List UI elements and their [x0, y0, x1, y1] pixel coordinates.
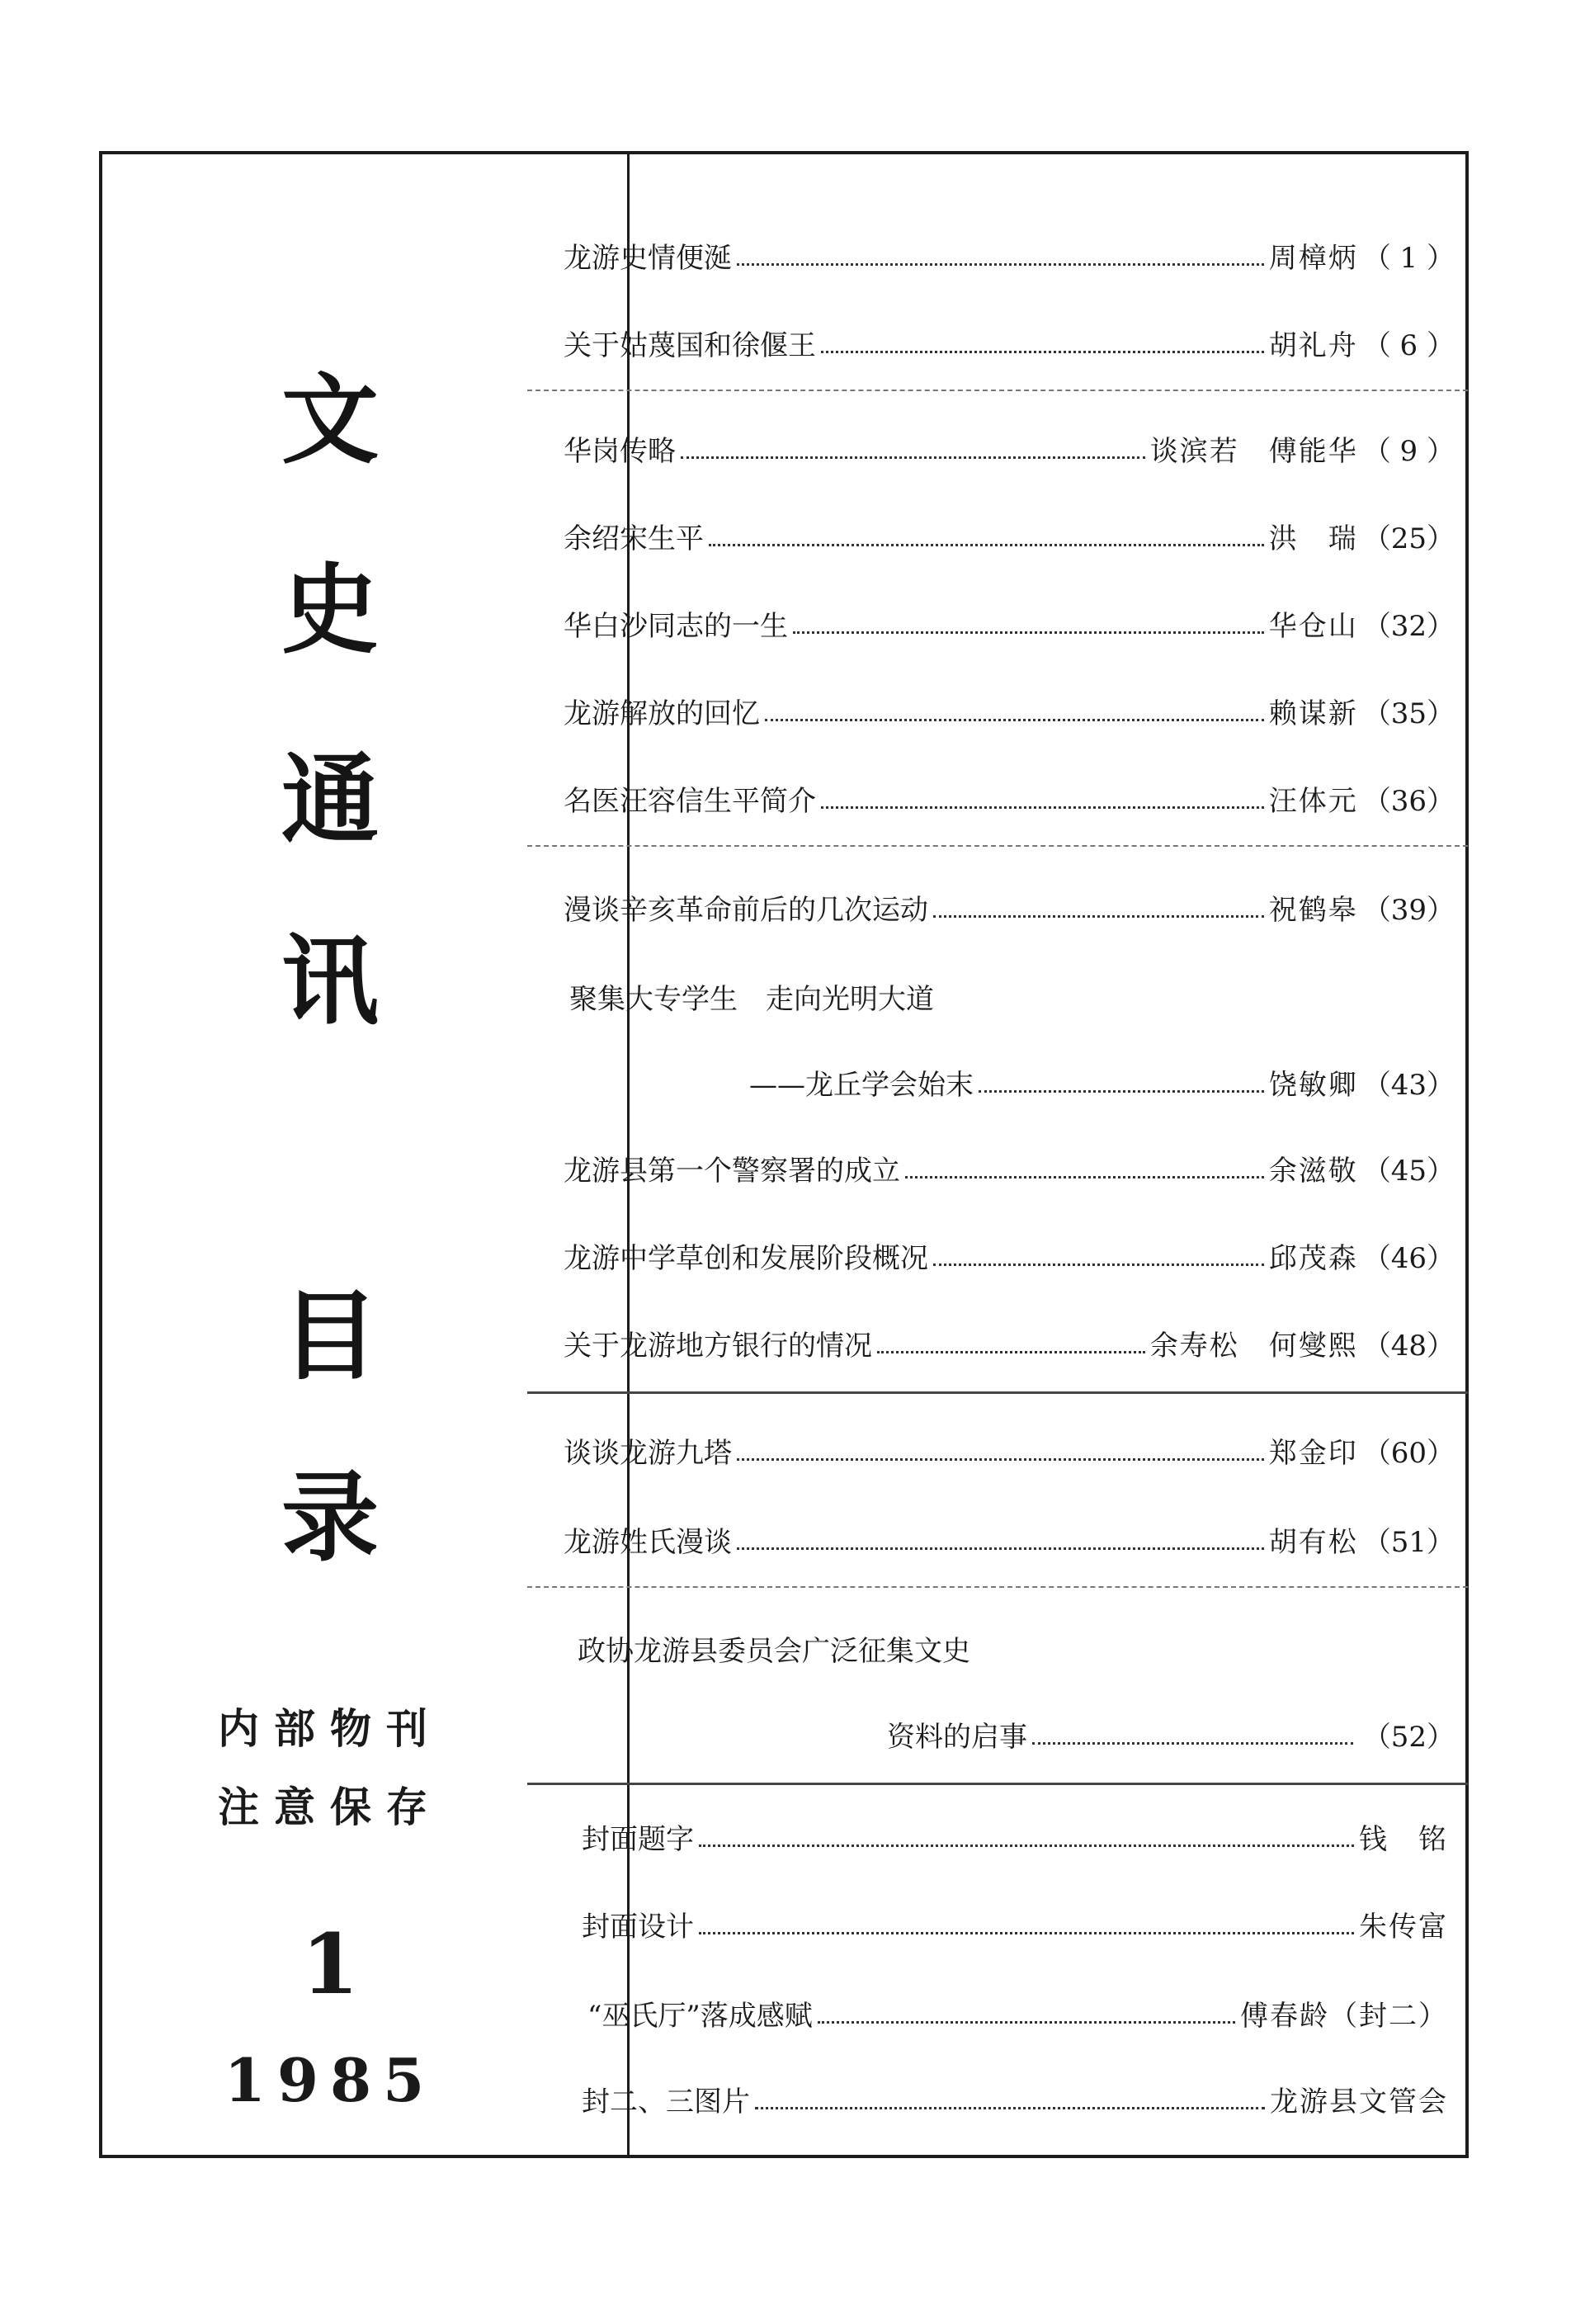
toc-title: 封面题字 [582, 1823, 694, 1856]
toc-author: 郑金印 [1268, 1437, 1358, 1470]
toc-page: （ 6 ） [1362, 329, 1455, 362]
toc-title: 龙游解放的回忆 [564, 697, 760, 730]
toc-entry [564, 229, 1455, 275]
toc-page: （48） [1362, 1330, 1455, 1363]
toc-title: 名医汪容信生平简介 [564, 785, 816, 818]
leader-dots [681, 456, 1145, 459]
toc-author: 余寿松 何燮熙 [1149, 1330, 1358, 1363]
section-separator [527, 390, 1468, 391]
toc-title: 谈谈龙游九塔 [564, 1437, 732, 1470]
toc-heading-char-2: 录 [281, 1460, 379, 1575]
toc-author: 洪 瑞 [1268, 522, 1358, 555]
leader-dots [979, 1090, 1264, 1093]
section-separator [527, 845, 1468, 847]
toc-title: 余绍宋生平 [564, 522, 704, 555]
toc-page: （39） [1362, 894, 1455, 927]
issue-year: 1985 [224, 2045, 436, 2115]
toc-entry [564, 598, 1455, 643]
toc-author: 傅春龄（封二） [1240, 2000, 1448, 2033]
toc-entry [564, 1317, 1455, 1363]
leader-dots [737, 1458, 1264, 1461]
toc-title: 关于姑蔑国和徐偃王 [564, 329, 816, 362]
toc-entry [564, 1514, 1455, 1559]
issue-number: 1 [301, 1915, 359, 2013]
toc-page: （25） [1362, 522, 1455, 555]
toc-page: （ 1 ） [1362, 242, 1455, 275]
toc-author: 周樟炳 [1268, 242, 1358, 275]
toc-title: 华白沙同志的一生 [564, 610, 788, 643]
toc-author: 龙游县文管会 [1270, 2085, 1448, 2119]
leader-dots [933, 1264, 1264, 1266]
toc-page: （43） [1362, 1069, 1455, 1102]
leader-dots [755, 2107, 1265, 2109]
toc-author: 赖谋新 [1268, 697, 1358, 730]
toc-entry [564, 685, 1455, 728]
section-separator [527, 1586, 1468, 1588]
toc-author: 钱 铭 [1359, 1823, 1448, 1856]
toc-author: 华仓山 [1268, 610, 1358, 643]
section-separator [527, 1391, 1468, 1394]
notice-line-2: 注意保存 [218, 1783, 442, 1831]
toc-title: “巫氏厅”落成感赋 [587, 2000, 813, 2033]
toc-page: （35） [1362, 697, 1455, 730]
toc-heading-char-1: 目 [281, 1278, 379, 1393]
leader-dots [905, 1176, 1264, 1179]
toc-title: 龙游史情便涎 [564, 242, 732, 275]
toc-page: （32） [1362, 610, 1455, 643]
toc-title: 龙游中学草创和发展阶段概况 [564, 1242, 928, 1275]
leader-dots [699, 1932, 1354, 1934]
toc-entry [749, 1056, 1455, 1102]
toc-entry [564, 1142, 1455, 1188]
toc-author: 汪体元 [1268, 785, 1358, 818]
toc-title: 龙游县第一个警察署的成立 [564, 1155, 900, 1188]
toc-entry [564, 1424, 1455, 1470]
toc-page: （36） [1362, 785, 1455, 818]
toc-author: 胡礼舟 [1268, 329, 1358, 362]
toc-page: （ 9 ） [1362, 435, 1455, 468]
toc-entry [582, 1811, 1448, 1854]
toc-title: 封面设计 [582, 1911, 694, 1944]
toc-title: 封二、三图片 [582, 2085, 750, 2119]
title-char-4: 讯 [281, 923, 379, 1038]
leader-dots [821, 351, 1264, 353]
toc-entry [564, 881, 1455, 927]
toc-author: 饶敏卿 [1268, 1069, 1358, 1102]
toc-entry [564, 1230, 1455, 1273]
toc-author: 谈滨若 傅能华 [1149, 435, 1358, 468]
toc-title: 漫谈辛亥革命前后的几次运动 [564, 894, 928, 927]
toc-author: 余滋敬 [1268, 1155, 1358, 1188]
leader-dots [709, 544, 1264, 546]
toc-author: 胡有松 [1268, 1526, 1358, 1559]
toc-entry [564, 423, 1455, 468]
title-char-3: 通 [281, 742, 379, 857]
toc-entry [582, 1898, 1448, 1944]
toc-page: （60） [1362, 1437, 1455, 1470]
toc-entry [564, 772, 1455, 818]
leader-dots [737, 1547, 1264, 1550]
leader-dots [1032, 1742, 1353, 1745]
toc-entry [564, 317, 1455, 360]
leader-dots [818, 2021, 1235, 2024]
toc-title: 龙游姓氏漫谈 [564, 1526, 732, 1559]
toc-author: 邱茂森 [1268, 1242, 1358, 1275]
toc-author: 朱传富 [1359, 1911, 1448, 1944]
toc-entry [564, 510, 1455, 553]
toc-title-line1: 聚集大专学生 走向光明大道 [569, 983, 934, 1016]
leader-dots [793, 631, 1264, 634]
toc-title: 华岗传略 [564, 435, 676, 468]
toc-page: （46） [1362, 1242, 1455, 1275]
toc-title: 资料的启事 [887, 1721, 1027, 1754]
toc-title: 关于龙游地方银行的情况 [564, 1330, 872, 1363]
leader-dots [699, 1845, 1354, 1847]
toc-page: （52） [1362, 1721, 1455, 1754]
toc-entry [587, 1987, 1448, 2033]
toc-title-line1: 政协龙游县委员会广泛征集文史 [578, 1635, 970, 1668]
leader-dots [821, 806, 1264, 809]
section-separator [527, 1783, 1468, 1785]
leader-dots [737, 263, 1264, 266]
toc-author: 祝鹤皋 [1268, 894, 1358, 927]
title-char-2: 史 [281, 552, 379, 667]
toc-title: ——龙丘学会始末 [749, 1069, 974, 1102]
toc-entry [582, 2073, 1448, 2119]
toc-entry [887, 1708, 1455, 1754]
leader-dots [765, 719, 1264, 721]
notice-line-1: 内部物刊 [218, 1704, 442, 1753]
title-char-1: 文 [281, 362, 379, 477]
toc-page: （51） [1362, 1526, 1455, 1559]
leader-dots [877, 1351, 1145, 1353]
toc-page: （45） [1362, 1155, 1455, 1188]
leader-dots [933, 915, 1264, 918]
